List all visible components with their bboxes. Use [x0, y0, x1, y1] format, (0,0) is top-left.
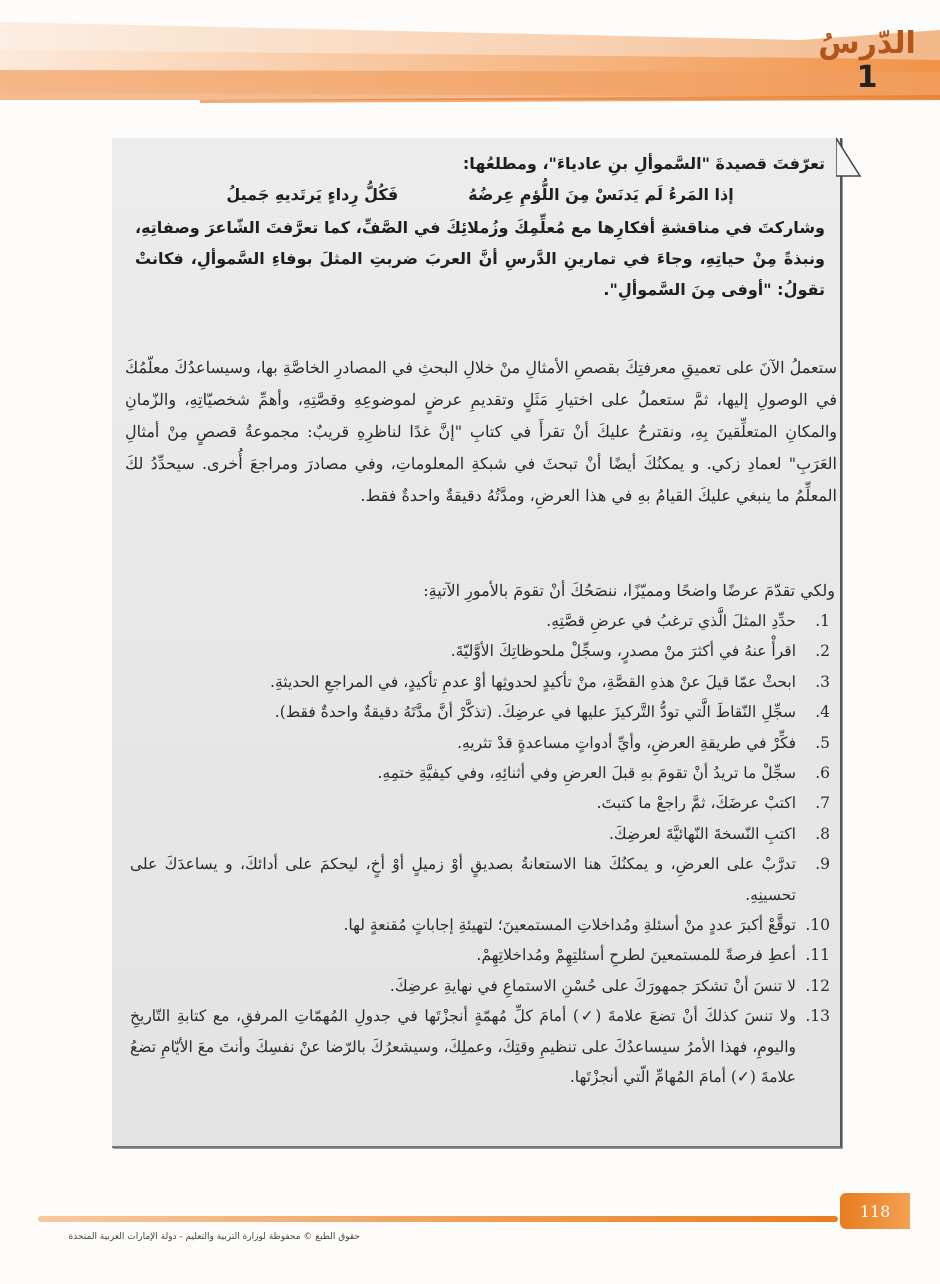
lesson-title: الدّرسُ: [818, 26, 916, 61]
list-item: 10. توقَّعْ أكبرَ عددٍ منْ أسئلةِ ومُداخلاتِ المستمعينَ؛ لتهيئةِ إجاباتٍ مُقنعةٍ لها.: [343, 916, 830, 935]
list-item: 2. اقرأْ عنهُ في أكثرَ منْ مصدرٍ، وسجِّلْ ملحوظاتِكَ الأوَّليّةَ.: [450, 642, 830, 661]
list-item: 9. تدرَّبْ على العرضِ، و يمكنُكَ هنا الاستعانةُ بصديقٍ أوْ زميلٍ أوْ أخٍ، ليحكمَ على أدائكَ، و يساعدَكَ على تحسينِهِ.: [130, 855, 830, 904]
list-item: 11. أعطِ فرصةً للمستمعينَ لطرحِ أسئلتِهِمْ ومُداخلاتِهِمْ.: [476, 946, 830, 965]
steps-intro: ولكي تقدّمَ عرضًا واضحًا ومميّزًا، ننصَحُكَ أنْ تقومَ بالأمورِ الآتيةِ:: [423, 581, 835, 600]
body-paragraph: ستعملُ الآنَ على تعميقِ معرفتِكَ بقصصِ الأمثالِ منْ خلالِ البحثِ في المصادرِ الخاصَّةِ بها، وسيساعدُكَ معلّمُكَ في الوصولِ إليها، ثمَّ ستعملُ على اختيارِ مَثَلٍ وتقديمِ عرضٍ لموضوعِهِ وقصَّتِهِ، وأهمِّ شخصيّاتِهِ، والزّمانِ والمكانِ المتعلِّقينَ بِهِ، ونقترحُ عليكَ أنْ تقرأَ في كتابِ "إنَّ غدًا لناظرِهِ قريبٌ: مجموعةُ قصصٍ مِنْ أمثالِ العَرَبِ" لعمادِ زكي. و يمكنُكَ أيضًا أنْ تبحثَ في شبكةِ المعلوماتِ، وفي مصادرَ ومراجعَ أُخرى. سيحدِّدُ لكَ المعلِّمُ ما ينبغي عليكَ القيامُ بهِ في هذا العرضِ، ومدَّتُهُ دقيقةٌ واحدةٌ فقط.: [125, 358, 838, 505]
list-item: 4. سجِّلِ النّقاطَ الَّتي تودُّ التَّركيزَ عليها في عرضِكَ. (تذكَّرْ أنَّ مدَّتَهُ دقيقةٌ واحدةٌ فقط).: [274, 703, 830, 722]
intro-section: [135, 148, 825, 305]
list-item: 5. فكِّرْ في طريقةِ العرضِ، وأيِّ أدواتٍ مساعدةٍ قدْ تثريهِ.: [457, 733, 830, 752]
poem-verse: [135, 179, 825, 210]
copyright-text: حقوق الطبع © محفوظة لوزارة التربية والتعليم - دولة الإمارات العربية المتحدة: [68, 1232, 360, 1242]
steps-list: [130, 606, 830, 1093]
list-item: 12. لا تنسَ أنْ تشكرَ جمهورَكَ على حُسْنِ الاستماعِ في نهايةِ عرضِكَ.: [389, 976, 830, 995]
list-item: 13. ولا تنسَ كذلكَ أنْ تضعَ علامةَ (✓) أمامَ كلِّ مُهمّةٍ أنجزْتَها في جدولِ المُهمّاتِ المرفقِ، مع كتابةِ التّاريخِ واليومِ، فهذا الأمرُ سيساعدُكَ على تنظيمِ وقتِكَ، وعملِكَ، وسيشعرُكَ بالرّضا عنْ نفسِكَ وأنتَ معَ الأيّامِ تضعُ علامةَ (✓) أمامَ المُهامِّ الّتي أنجزْتَها.: [130, 1007, 830, 1087]
list-item: 6. سجِّلْ ما تريدُ أنْ تقومَ بهِ قبلَ العرضِ وفي أثنائِهِ، وفي كيفيَّةِ ختمِهِ.: [377, 764, 830, 783]
list-item: 8. اكتبِ النّسخةَ النّهائيَّةَ لعرضِكَ.: [609, 824, 830, 843]
header-banner: [0, 0, 940, 110]
verse-second-half: فَكُلُّ رِداءٍ يَرتَديهِ جَميلُ: [226, 185, 399, 204]
footer-divider: [38, 1212, 838, 1226]
lesson-number: 1: [856, 60, 878, 95]
panel-corner-tab: [836, 138, 862, 178]
lesson-badge: [812, 26, 922, 98]
page-number: 118: [840, 1193, 910, 1229]
list-item: 3. ابحثْ عمّا قيلَ عنْ هذهِ القصَّةِ، منْ تأكيدٍ لحدوثِها أوْ عدمِ تأكيدٍ، في المراجعِ الحديثةِ.: [270, 672, 830, 691]
verse-first-half: إذا المَرءُ لَم يَدنَسْ مِنَ اللُّؤمِ عِرضُهُ: [468, 185, 734, 204]
list-item: 1. حدِّدِ المثلَ الَّذي ترغبُ في عرضِ قصَّتِهِ.: [546, 612, 830, 630]
list-item: 7. اكتبْ عرضَكَ، ثمَّ راجعْ ما كتبتَ.: [596, 794, 830, 813]
intro-paragraph: وشاركتَ في مناقشةِ أفكارِها مع مُعلِّمِكَ وزُملائِكَ في الصَّفِّ، كما تعرَّفتَ الشّاعرَ وصفاتِهِ، ونبذةً مِنْ حياتِهِ، وجاءَ في تمارينِ الدَّرسِ أنَّ العربَ ضربتِ المثلَ بوفاءِ السَّموألِ، فكانتْ تقولُ: "أوفى مِنَ السَّموألِ".: [135, 218, 825, 299]
body-section: [125, 352, 837, 512]
intro-line: تعرّفتَ قصيدةَ "السَّموألِ بنِ عادياءَ"، ومطلعُها:: [462, 154, 825, 173]
